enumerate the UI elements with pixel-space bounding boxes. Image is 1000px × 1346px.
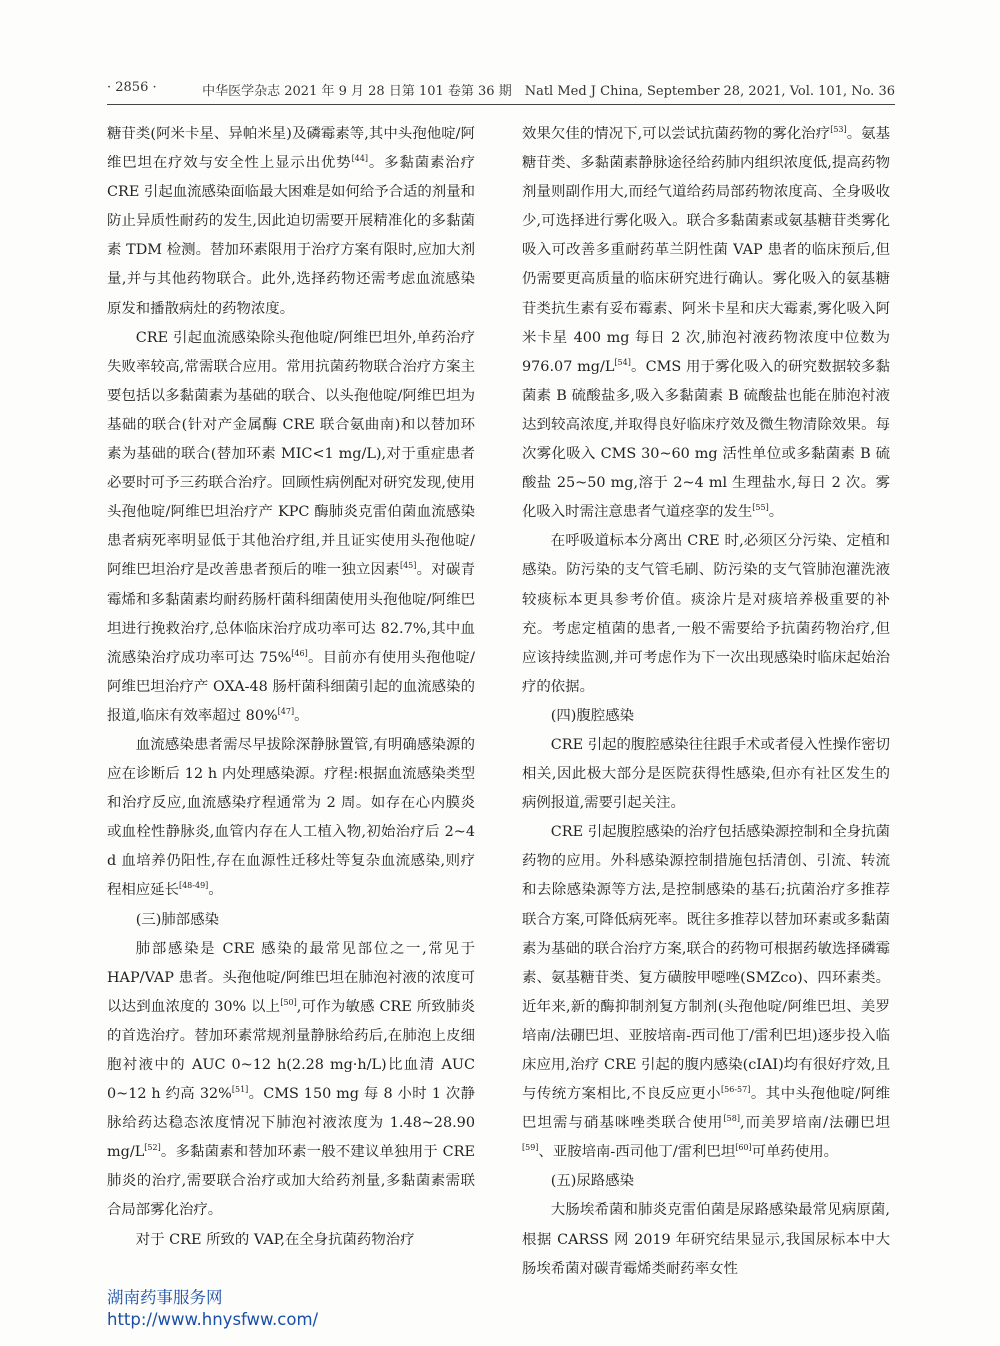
watermark-url[interactable]: http://www.hnysfww.com/ <box>107 1310 319 1329</box>
left-paragraph: 肺部感染是 CRE 感染的最常见部位之一,常见于 HAP/VAP 患者。头孢他啶/阿维巴坦在肺泡衬液的浓度可以达到血浓度的 30% 以上[50],可作为敏感 CRE 所致肺炎的首选治疗。替加环素常规剂量静脉给药后,在肺泡上皮细胞衬液中的 AUC 0~12 h(2.28 mg·h/L)比血清 AUC 0~12 h 约高 32%[51]。CMS 150 mg 每 8 小时 1 次静脉给药达稳态浓度情况下肺泡衬液浓度为 1.48~28.90 mg/L[52]。多黏菌素和替加环素一般不建议单独用于 CRE 肺炎的治疗,需要联合治疗或加大给药剂量,多黏菌素需联合局部雾化治疗。 <box>107 940 476 1219</box>
journal-citation: 中华医学杂志 2021 年 9 月 28 日第 101 卷第 36 期 Natl Med J China, September 28, 2021, Vol. 101, No. 36 <box>202 84 895 99</box>
left-paragraph: CRE 引起血流感染除头孢他啶/阿维巴坦外,单药治疗失败率较高,常需联合应用。常用抗菌药物联合治疗方案主要包括以多黏菌素为基础的联合、以头孢他啶/阿维巴坦为基础的联合(针对产金属酶 CRE 联合氨曲南)和以替加环素为基础的联合(替加环素 MIC<1 mg/L),对于重症患者必要时可予三药联合治疗。回顾性病例配对研究发现,使用头孢他啶/阿维巴坦治疗产 KPC 酶肺炎克雷伯菌血流感染患者病死率明显低于其他治疗组,并且证实使用头孢他啶/阿维巴坦治疗是改善患者预后的唯一独立因素[45]。对碳青霉烯和多黏菌素均耐药肠杆菌科细菌使用头孢他啶/阿维巴坦进行挽救治疗,总体临床治疗成功率可达 82.7%,其中血流感染治疗成功率可达 75%[46]。目前亦有使用头孢他啶/阿维巴坦治疗产 OXA-48 肠杆菌科细菌引起的血流感染的报道,临床有效率超过 80%[47]。 <box>107 329 475 724</box>
page-number: · 2856 · <box>107 80 157 95</box>
left-paragraph: 对于 CRE 所致的 VAP,在全身抗菌药物治疗 <box>135 1231 415 1248</box>
left-column <box>107 120 475 1255</box>
watermark <box>107 1287 318 1331</box>
watermark-name: 湖南药事服务网 <box>107 1288 223 1307</box>
header-rule <box>107 104 895 105</box>
right-column <box>522 120 890 1284</box>
right-section-heading: (四)腹腔感染 <box>550 707 634 724</box>
right-paragraph: 大肠埃希菌和肺炎克雷伯菌是尿路感染最常见病原菌,根据 CARSS 网 2019 年研究结果显示,我国尿标本中大肠埃希菌对碳青霉烯类耐药率女性 <box>522 1202 890 1277</box>
left-paragraph: 血流感染患者需尽早拔除深静脉置管,有明确感染源的应在诊断后 12 h 内处理感染源。疗程:根据血流感染类型和治疗反应,血流感染疗程通常为 2 周。如存在心内膜炎或血栓性静脉炎,血管内存在人工植入物,初始治疗后 2~4 d 血培养仍阳性,存在血源性迁移灶等复杂血流感染,则疗程相应延长[48-49]。 <box>107 736 475 899</box>
right-paragraph: CRE 引起的腹腔感染往往跟手术或者侵入性操作密切相关,因此极大部分是医院获得性感染,但亦有社区发生的病例报道,需要引起关注。 <box>522 736 890 812</box>
right-paragraph: CRE 引起腹腔感染的治疗包括感染源控制和全身抗菌药物的应用。外科感染源控制措施包括清创、引流、转流和去除感染源等方法,是控制感染的基石;抗菌治疗多推荐联合方案,可降低病死率。既往多推荐以替加环素或多黏菌素为基础的联合治疗方案,联合的药物可根据药敏选择磷霉素、氨基糖苷类、复方磺胺甲噁唑(SMZco)、四环素类。近年来,新的酶抑制剂复方制剂(头孢他啶/阿维巴坦、美罗培南/法硼巴坦、亚胺培南-西司他丁/雷利巴坦)逐步投入临床应用,治疗 CRE 引起的腹内感染(cIAI)均有很好疗效,且与传统方案相比,不良反应更小[56-57]。其中头孢他啶/阿维巴坦需与硝基咪唑类联合使用[58],而美罗培南/法硼巴坦[59]、亚胺培南-西司他丁/雷利巴坦[60]可单药使用。 <box>522 824 890 1161</box>
running-header <box>107 80 895 102</box>
left-section-heading: (三)肺部感染 <box>135 911 219 928</box>
right-paragraph: 在呼吸道标本分离出 CRE 时,必须区分污染、定植和感染。防污染的支气管毛刷、防污染的支气管肺泡灌洗液较痰标本更具参考价值。痰涂片是对痰培养极重要的补充。考虑定植菌的患者,一般不需要给予抗菌药物治疗,但应该持续监测,并可考虑作为下一次出现感染时临床起始治疗的依据。 <box>522 533 890 695</box>
right-section-heading: (五)尿路感染 <box>550 1173 634 1190</box>
left-paragraph: 糖苷类(阿米卡星、异帕米星)及磷霉素等,其中头孢他啶/阿维巴坦在疗效与安全性上显示出优势[44]。多黏菌素治疗 CRE 引起血流感染面临最大困难是如何给予合适的剂量和防止异质性耐药的发生,因此迫切需要开展精准化的多黏菌素 TDM 检测。替加环素限用于治疗方案有限时,应加大剂量,并与其他药物联合。此外,选择药物还需考虑血流感染原发和播散病灶的药物浓度。 <box>107 126 475 317</box>
right-paragraph: 效果欠佳的情况下,可以尝试抗菌药物的雾化治疗[53]。氨基糖苷类、多黏菌素静脉途径给药肺内组织浓度低,提高药物剂量则副作用大,而经气道给药局部药物浓度高、全身吸收少,可选择进行雾化吸入。联合多黏菌素或氨基糖苷类雾化吸入可改善多重耐药革兰阴性菌 VAP 患者的临床预后,但仍需要更高质量的临床研究进行确认。雾化吸入的氨基糖苷类抗生素有妥布霉素、阿米卡星和庆大霉素,雾化吸入阿米卡星 400 mg 每日 2 次,肺泡衬液药物浓度中位数为 976.07 mg/L[54]。CMS 用于雾化吸入的研究数据较多黏菌素 B 硫酸盐多,吸入多黏菌素 B 硫酸盐也能在肺泡衬液达到较高浓度,并取得良好临床疗效及微生物清除效果。每次雾化吸入 CMS 30~60 mg 活性单位或多黏菌素 B 硫酸盐 25~50 mg,溶于 2~4 ml 生理盐水,每日 2 次。雾化吸入时需注意患者气道痉挛的发生[55]。 <box>522 125 890 521</box>
